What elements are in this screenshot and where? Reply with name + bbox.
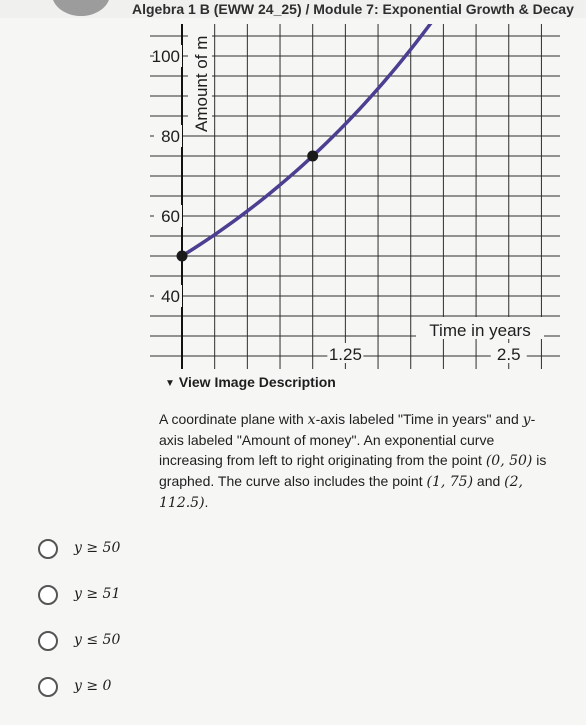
y-tick-label: 100 (151, 47, 180, 66)
option-3[interactable] (38, 628, 218, 654)
image-description (159, 409, 551, 513)
toggle-label: View Image Description (178, 374, 336, 390)
option-4[interactable] (38, 674, 218, 700)
x-tick-label: 1.25 (328, 345, 362, 364)
avatar[interactable] (52, 0, 110, 16)
x-variable: x (307, 412, 316, 428)
y-tick-label: 80 (161, 127, 180, 146)
radio-button[interactable] (38, 585, 58, 605)
data-point (177, 251, 188, 262)
exponential-curve (182, 24, 560, 256)
point-3: (2, 112.5) (159, 474, 523, 511)
option-2[interactable] (38, 582, 218, 608)
caret-down-icon: ▼ (165, 378, 175, 389)
option-1[interactable] (38, 536, 218, 562)
y-axis-label: Amount of m (192, 35, 211, 132)
top-bar (0, 0, 586, 18)
description-text-3: -axis labeled "Amount of money". An exponential curve increasing from left to right originating from the point (159, 411, 536, 468)
data-point (307, 151, 318, 162)
y-tick-label: 40 (161, 287, 180, 306)
y-tick-label: 60 (161, 207, 180, 226)
description-text-5: and (473, 473, 505, 489)
breadcrumb[interactable]: Algebra 1 B (EWW 24_25) / Module 7: Exponential Growth & Decay (132, 1, 574, 17)
option-label: y ≥ 0 (74, 678, 112, 694)
point-1: (0, 50) (485, 453, 533, 469)
view-image-description-toggle[interactable] (165, 374, 336, 390)
x-tick-label: 2.5 (496, 345, 521, 364)
x-axis-label: Time in years (429, 321, 531, 340)
description-text-1: A coordinate plane with (159, 411, 308, 427)
option-label: y ≤ 50 (74, 632, 121, 648)
point-2: (1, 75) (426, 474, 474, 490)
radio-button[interactable] (38, 539, 58, 559)
radio-button[interactable] (38, 677, 58, 697)
radio-button[interactable] (38, 631, 58, 651)
option-label: y ≥ 51 (74, 586, 121, 602)
description-text-2: -axis labeled "Time in years" and (315, 411, 523, 427)
y-variable: y (522, 412, 531, 428)
exponential-graph (150, 24, 560, 369)
option-label: y ≥ 50 (74, 540, 121, 556)
description-text-6: . (204, 494, 209, 510)
description-text-4: is graphed. The curve also includes the point (159, 452, 547, 489)
